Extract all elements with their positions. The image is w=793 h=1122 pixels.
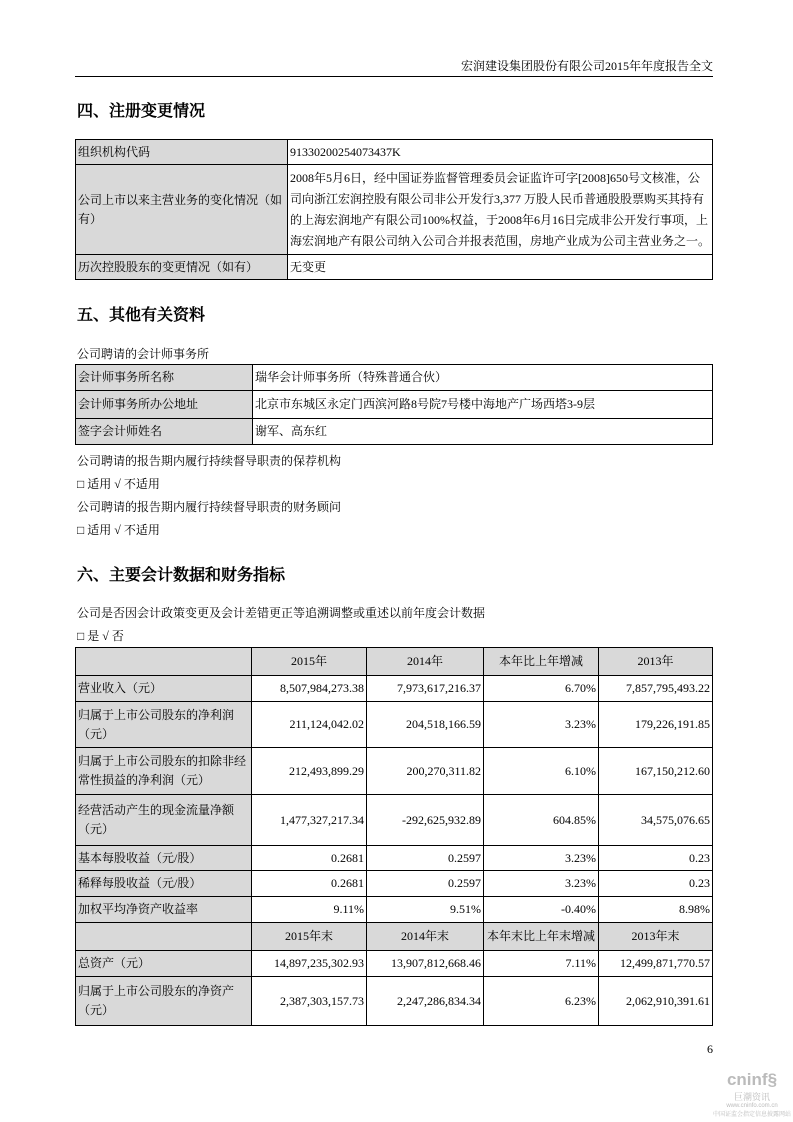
column-header: 2014年末 xyxy=(367,923,484,951)
row-label: 归属于上市公司股东的扣除非经常性损益的净利润（元） xyxy=(76,748,252,795)
row-label: 加权平均净资产收益率 xyxy=(76,897,252,923)
cell-label: 历次控股股东的变更情况（如有） xyxy=(76,255,288,280)
sponsor-text: 公司聘请的报告期内履行持续督导职责的保荐机构 xyxy=(77,454,342,468)
cell-value: 2,062,910,391.61 xyxy=(599,977,713,1026)
cell-value: 8,507,984,273.38 xyxy=(252,676,367,702)
column-header: 2014年 xyxy=(367,648,484,676)
cell-value: 14,897,235,302.93 xyxy=(252,951,367,977)
cell-value: 13,907,812,668.46 xyxy=(367,951,484,977)
table-row xyxy=(76,676,713,702)
column-header: 2013年末 xyxy=(599,923,713,951)
cell-label: 公司上市以来主营业务的变化情况（如有） xyxy=(76,165,288,255)
auditor-intro: 公司聘请的会计师事务所 xyxy=(77,347,210,361)
cell-label: 会计师事务所名称 xyxy=(76,365,253,391)
page-number: 6 xyxy=(707,1042,713,1056)
cell-value: 无变更 xyxy=(288,255,713,280)
row-label: 营业收入（元） xyxy=(76,676,252,702)
cell-value: 604.85% xyxy=(484,795,599,846)
cell-value: 6.10% xyxy=(484,748,599,795)
section-title-registration: 四、注册变更情况 xyxy=(77,103,206,120)
cell-value: 0.2597 xyxy=(367,846,484,871)
cell-value: 8.98% xyxy=(599,897,713,923)
table-row xyxy=(76,871,713,897)
cell-value: 211,124,042.02 xyxy=(252,702,367,748)
column-header xyxy=(76,648,252,676)
cell-value: -0.40% xyxy=(484,897,599,923)
header-row xyxy=(76,648,713,676)
table-row xyxy=(76,702,713,748)
column-header: 本年比上年增减 xyxy=(484,648,599,676)
cell-label: 会计师事务所办公地址 xyxy=(76,391,253,419)
cell-value: 2,247,286,834.34 xyxy=(367,977,484,1026)
cell-value: 167,150,212.60 xyxy=(599,748,713,795)
registration-table xyxy=(75,139,713,280)
cell-value: 200,270,311.82 xyxy=(367,748,484,795)
cell-label: 签字会计师姓名 xyxy=(76,419,253,445)
table-row xyxy=(76,795,713,846)
cell-value: 12,499,871,770.57 xyxy=(599,951,713,977)
cell-value: 0.23 xyxy=(599,846,713,871)
table-row xyxy=(76,951,713,977)
table-row xyxy=(76,846,713,871)
column-header: 2013年 xyxy=(599,648,713,676)
cell-value: 34,575,076.65 xyxy=(599,795,713,846)
advisor-text: 公司聘请的报告期内履行持续督导职责的财务顾问 xyxy=(77,500,342,514)
cell-value: 212,493,899.29 xyxy=(252,748,367,795)
restatement-question: 公司是否因会计政策变更及会计差错更正等追溯调整或重述以前年度会计数据 xyxy=(77,606,486,620)
cell-value: 瑞华会计师事务所（特殊普通合伙） xyxy=(253,365,713,391)
table-row xyxy=(76,748,713,795)
cell-value: 179,226,191.85 xyxy=(599,702,713,748)
cninfo-watermark: cninf§ 巨潮资讯 www.cninfo.com.cn 中国证监会指定信息披露网站 xyxy=(712,1070,791,1118)
row-label: 经营活动产生的现金流量净额（元） xyxy=(76,795,252,846)
row-label: 稀释每股收益（元/股） xyxy=(76,871,252,897)
financials-table xyxy=(75,647,713,1026)
sponsor-option: □ 适用 √ 不适用 xyxy=(77,477,160,491)
table-row xyxy=(76,977,713,1026)
cell-value: 3.23% xyxy=(484,846,599,871)
cell-value: 7,857,795,493.22 xyxy=(599,676,713,702)
column-header: 2015年 xyxy=(252,648,367,676)
restatement-answer: □ 是 √ 否 xyxy=(77,629,124,643)
cell-value: 9.51% xyxy=(367,897,484,923)
column-header: 本年末比上年末增减 xyxy=(484,923,599,951)
row-label: 基本每股收益（元/股） xyxy=(76,846,252,871)
cell-value: 7.11% xyxy=(484,951,599,977)
advisor-option: □ 适用 √ 不适用 xyxy=(77,523,160,537)
row-label: 归属于上市公司股东的净利润（元） xyxy=(76,702,252,748)
cell-value: 6.70% xyxy=(484,676,599,702)
cell-value: 北京市东城区永定门西滨河路8号院7号楼中海地产广场西塔3-9层 xyxy=(253,391,713,419)
cell-value: 0.23 xyxy=(599,871,713,897)
header-row xyxy=(76,923,713,951)
row-label: 总资产（元） xyxy=(76,951,252,977)
row-label: 归属于上市公司股东的净资产（元） xyxy=(76,977,252,1026)
auditor-table xyxy=(75,364,713,445)
cell-value: 7,973,617,216.37 xyxy=(367,676,484,702)
cell-value: 0.2681 xyxy=(252,846,367,871)
cell-value: 204,518,166.59 xyxy=(367,702,484,748)
cell-value: 2,387,303,157.73 xyxy=(252,977,367,1026)
section-title-other-info: 五、其他有关资料 xyxy=(77,307,206,324)
cell-value: -292,625,932.89 xyxy=(367,795,484,846)
section-title-financials: 六、主要会计数据和财务指标 xyxy=(77,567,286,584)
cell-value: 6.23% xyxy=(484,977,599,1026)
cell-value: 0.2681 xyxy=(252,871,367,897)
cell-value: 9.11% xyxy=(252,897,367,923)
cell-label: 组织机构代码 xyxy=(76,140,288,165)
column-header xyxy=(76,923,252,951)
cell-value: 91330200254073437K xyxy=(288,140,713,165)
cell-value: 0.2597 xyxy=(367,871,484,897)
table-row xyxy=(76,897,713,923)
cell-value: 1,477,327,217.34 xyxy=(252,795,367,846)
running-header: 宏润建设集团股份有限公司2015年年度报告全文 xyxy=(75,57,713,77)
cell-value: 3.23% xyxy=(484,702,599,748)
cell-value: 2008年5月6日，经中国证券监督管理委员会证监许可字[2008]650号文核准，公司向浙江宏润控股有限公司非公开发行3,377 万股人民币普通股股票购买其持有的上海宏润地产有限公司100%权益，于2008年6月16日完成非公开发行事项，上海宏润地产有限公司纳入公司合并报表范围，房地产业成为公司主营业务之一。 xyxy=(288,165,713,255)
cell-value: 谢军、高东红 xyxy=(253,419,713,445)
cell-value: 3.23% xyxy=(484,871,599,897)
column-header: 2015年末 xyxy=(252,923,367,951)
